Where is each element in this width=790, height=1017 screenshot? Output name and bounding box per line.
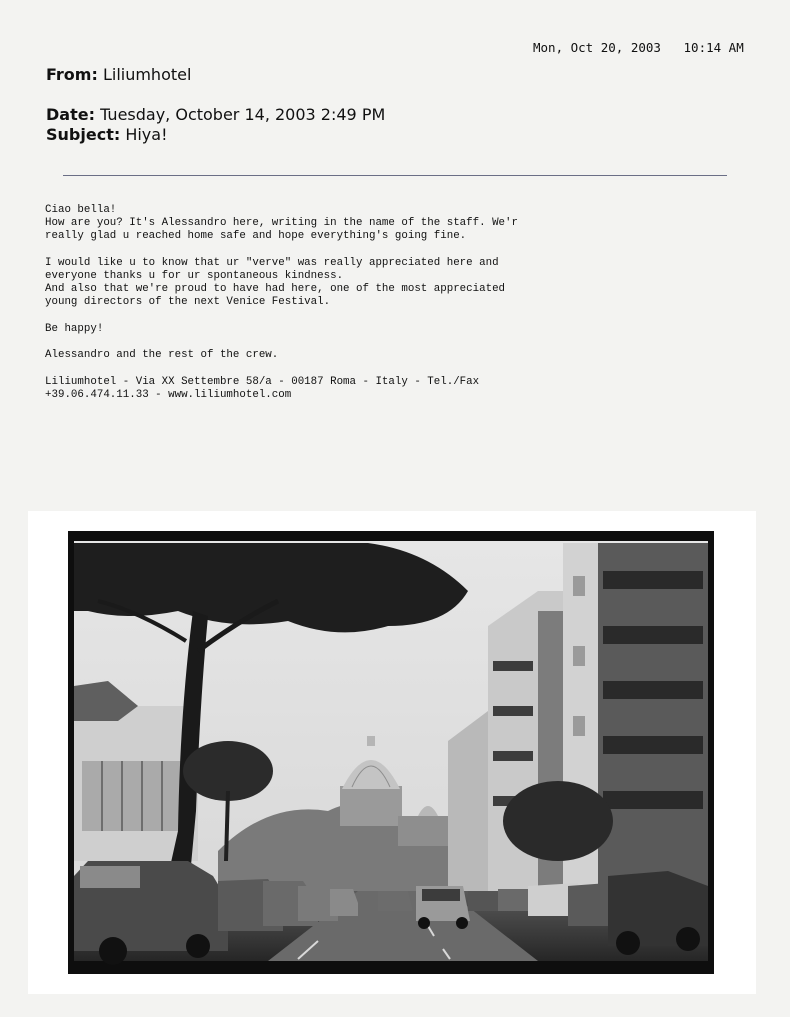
date-label: Date: (46, 105, 95, 124)
date-value: Tuesday, October 14, 2003 2:49 PM (100, 105, 386, 124)
street-photo-image (68, 531, 714, 974)
subject-value: Hiya! (125, 125, 168, 144)
street-photo (68, 531, 714, 974)
from-line (46, 65, 191, 84)
message-paragraph: I would like u to know that ur "verve" was really appreciated here and everyone thanks u for ur spontaneous kindness. And also that we're proud to have had here, one of the most appreciated young directors of the next Venice Festival. (45, 256, 506, 309)
photo-card (28, 511, 756, 994)
subject-line (46, 125, 168, 144)
message-body (45, 204, 565, 415)
message-paragraph: Be happy! (45, 322, 104, 335)
print-timestamp: Mon, Oct 20, 2003 10:14 AM (533, 40, 744, 55)
from-value: Liliumhotel (102, 65, 192, 84)
message-paragraph: Alessandro and the rest of the crew. (45, 349, 279, 362)
header-divider (63, 175, 727, 176)
message-paragraph: Ciao bella! How are you? It's Alessandro here, writing in the name of the staff. We'r really glad u reached home safe and hope everything's going fine. (45, 204, 518, 243)
subject-label: Subject: (46, 125, 121, 144)
date-line (46, 105, 385, 124)
message-paragraph: Liliumhotel - Via XX Settembre 58/a - 00187 Roma - Italy - Tel./Fax +39.06.474.11.33 - www.liliumhotel.com (45, 375, 480, 401)
from-label: From: (46, 65, 98, 84)
